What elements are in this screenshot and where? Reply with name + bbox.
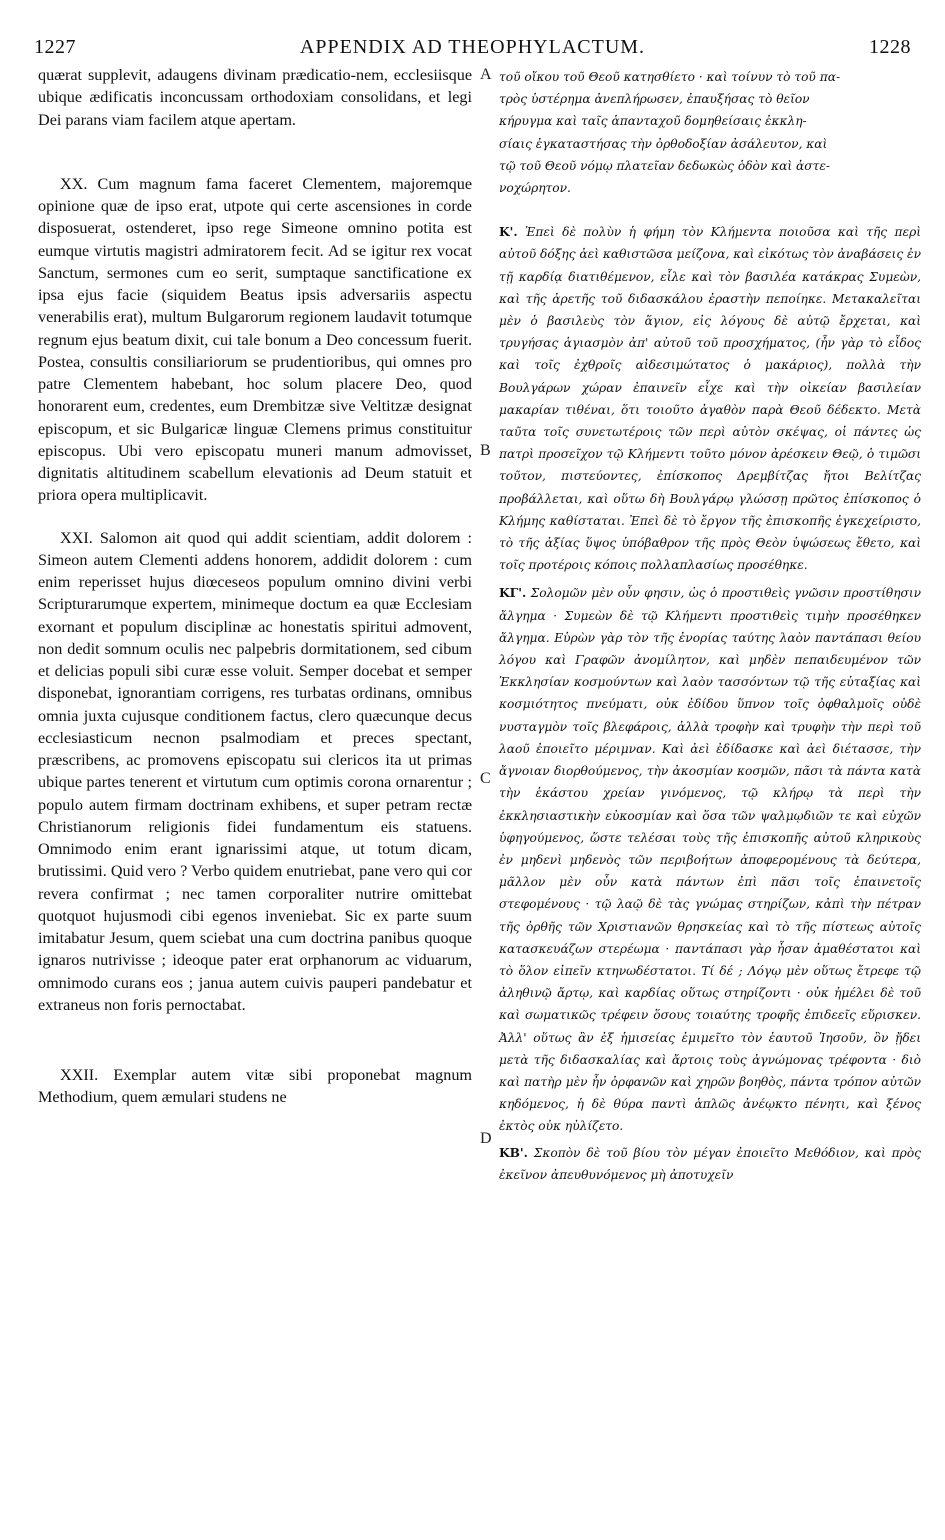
greek-line: τοῦ οἴκου τοῦ Θεοῦ κατησθίετο · καὶ τοίνυν τὸ τοῦ πα- bbox=[499, 70, 841, 84]
latin-section-number: XXI. bbox=[60, 528, 93, 547]
latin-paragraph-20 bbox=[38, 173, 472, 507]
page-number-right: 1228 bbox=[869, 36, 911, 58]
latin-column bbox=[38, 64, 472, 1109]
latin-paragraph-21 bbox=[38, 527, 472, 1017]
greek-line: σίαις ἐγκαταστήσας τὴν ὀρθοδοξίαν ἀσάλευτον, καὶ bbox=[499, 136, 828, 151]
greek-section-text: Ἐπεὶ δὲ πολὺν ἡ φήμη τὸν Κλήμεντα ποιοῦσα καὶ τῆς περὶ αὐτοῦ δόξης ἀεὶ καθιστῶσα μείζονα, καὶ εἰκότως τὸν ἀναβάσεις ἐν τῇ καρδίᾳ διατιθέμενον, εἷλε καὶ τὸν βασιλέα κατάκρας Συμεὼν, καὶ τῆς ἀρετῆς τοῦ διδασκάλου ἐραστὴν πεποίηκε. Μετακαλεῖται μὲν ὁ βασιλεὺς τὸν ἅγιον, εἰς λόγους δὲ αὐτῷ ἔρχεται, καὶ τρυγήσας ἁγιασμὸν ἀπ' αὐτοῦ τοῦ προσχήματος, (ἦν γὰρ τὸ εἶδος καὶ τοῖς ἐχθροῖς αἰδεσιμώτατος ὁ μακάριος), πολλὰ τὴν Βουλγάρων χώραν ἐπαινεῖν εἶχε καὶ τὴν οἰκείαν βασιλείαν μακαρίαν τιθέναι, ὅτι τοιοῦτο ἀγαθὸν παρὰ Θεοῦ δέδεκτο. Μετὰ ταῦτα τοῖς συνετωτέροις τῶν περὶ αὐτὸν σκέψας, οἱ πάντες ὡς πατρὶ προσεῖχον τῷ Κλήμεντι τοῦτο μόνον ἀρέσκειν Θεῷ, ὁ τιμῶσι τοῦτον, πιστεύοντες, ἐπίσκοπος Δρεμβίτζας ἤτοι Βελίτζας προβάλλεται, καὶ οὕτω δὴ Βουλγάρῳ γλώσσῃ πρῶτος ἐπίσκοπος ὁ Κλήμης καθίσταται. Ἐπεὶ δὲ τὸ ἔργον τῆς ἐπισκοπῆς ἐγκεχείριστο, τὸ τῆς ἀξίας ὕψος ὑπόβαθρον τῆς πρὸς Θεὸν ὑψώσεως ἔθετο, καὶ τοῖς προτέροις κόποις πολλαπλασίως προσέθηκε. bbox=[499, 225, 922, 573]
latin-section-text: Exemplar autem vitæ sibi proponebat magnum Methodium, quem æmulari studens ne bbox=[38, 1066, 472, 1107]
greek-section-number: ΚΓ'. bbox=[499, 586, 527, 601]
greek-column bbox=[499, 66, 921, 1186]
latin-section-text: Cum magnum fama faceret Clementem, majoremque opinione quæ de ipso erat, utpote qui certe ascensiones in corde disposuerat, ostenderet, ipso rege Simeone omnino potita est eumque virtutis magistri admiratorem fecit. Ad se igitur rex vocat Sanctum, sermones cum eo serit, sumptaque sanctificatione ex ipsa ejus facie (siquidem Beatus ipsis adversariis aspectu venerabilis erat), multum Bulgarorum regionem laudavit totumque regnum ejus beatum dixit, cui tale bonum a Deo concessum fuerit. Postea, consultis consiliariorum se prudentioribus, qui omnes pro patre Clementem habebant, hoc solum placere Deo, quod honorarent eum, credentes, eum Drembitzæ sive Veltitzæ designat episcopum, et sic Bulgaricæ linguæ Clemens primus constituitur episcopus. Ubi vero episcopatu muneri manum admovisset, dignitatis altitudinem scabellum elevationis ad Deum statuit et priora opera multiplicavit. bbox=[38, 174, 473, 505]
greek-line: κήρυγμα καὶ ταῖς ἁπανταχοῦ δομηθείσαις ἐκκλη- bbox=[499, 114, 807, 129]
greek-paragraph-1 bbox=[499, 66, 921, 199]
page-header bbox=[0, 0, 945, 64]
latin-section-number: XXII. bbox=[60, 1066, 99, 1084]
margin-marker-b: B bbox=[480, 442, 491, 459]
greek-section-number: ΚΒ'. bbox=[499, 1145, 528, 1160]
latin-section-text: Salomon ait quod qui addit scientiam, addit dolorem : Simeon autem Clementi addens honorem, addidit dolorem : cum enim reperisset hujus diœceseos populum omnino divini verbi Scripturarumque expertem, minimeque doctum ea quæ Ecclesiam exornant et populum disciplinæ ac honestatis spiritui admovent, non dedit somnum oculis nec palpebris dormitationem, sed cibum et delicias populi sibi curæ esse voluit. Semper docebat et semper disponebat, ignorantiam corrigens, res turbatas ordinans, omnibus omnia juxta cujusque conditionem factus, clero quæcunque decus ecclesiasticum necnon psalmodiam et preces spectant, præscribens, ac promovens episcopatu sui clericos ita ut primas ubique partes tenerent et virtutum cum optimis corona ornarentur ; populo autem firmam doctrinam exhibens, et super petram rectæ Christianorum religionis fidei fundamentum eis statuens. Omnimodo enim erant ignarissimi atque, ut totum dicam, brutissimi. Quid vero ? Verbo quidem enutriebat, pane vero qui cor revera confirmat ; nec tamen corporaliter nutrire omittebat quotquot hujusmodi cibi egenos inveniebat. Sic ex parte suum imitabatur Jesum, quem sciebat una cum doctrina panibus quoque ignaros nutrivisse ; ideoque pater erat orphanorum ac viduarum, omnimodo curans eos ; janua autem cuivis pauperi pandebatur et extraneus non foris pernoctabat. bbox=[38, 528, 472, 1014]
greek-section-text: Σολομῶν μὲν οὖν φησιν, ὡς ὁ προστιθεὶς γνῶσιν προστίθησιν ἄλγημα · Συμεὼν δὲ τῷ Κλήμεντι προστιθεὶς τιμὴν προσέθηκεν ἄλγημα. Εὑρὼν γὰρ τὸν τῆς ἐνορίας ταύτης λαὸν παντάπασι θείου λόγου καὶ Γραφῶν ἀνομίλητον, καὶ μηδὲν πεπαιδευμένον τῶν Ἐκκλησίαν κοσμούντων καὶ λαὸν τασσόντων τῷ τῆς εὐταξίας καὶ κοσμιότητος πνεύματι, οὐκ ἐδίδου ὕπνον τοῖς ὀφθαλμοῖς οὐδὲ νυσταγμὸν τοῖς βλεφάροις, ἀλλὰ τροφὴν καὶ τρυφὴν τὴν περὶ τοῦ λαοῦ ἐποιεῖτο μέριμναν. Καὶ ἀεὶ ἐδίδασκε καὶ ἀεὶ διέτασσε, τὴν ἄγνοιαν διορθούμενος, τὴν ἀκοσμίαν κοσμῶν, πᾶσι τὰ πάντα κατὰ τὴν ἑκάστου χρείαν γινόμενος, τῷ κλήρῳ τὰ περὶ τὴν ἐκκλησιαστικὴν εὐκοσμίαν καὶ ὅσα τῶν ψαλμῳδιῶν τε καὶ εὐχῶν ὑφηγούμενος, ὥστε τελέσαι τοὺς τῆς ἐπισκοπῆς αὐτοῦ κληρικοὺς ἐν μηδενὶ μηδενὸς τῶν περιβοήτων ἀποφερομένους τὰ δεύτερα, μᾶλλον μὲν οὖν κατὰ πάντων ἐπὶ πᾶσι τοῖς ἐπαινετοῖς στεφομένους · τῷ λαῷ δὲ τὰς γνώμας στηρίζων, κἀπὶ τὴν πέτραν τῆς ὀρθῆς τῶν Χριστιανῶν θρησκείας καὶ τὸ τῆς πίστεως αὐτοῖς κατασκευάζων στερέωμα · παντάπασι γὰρ ἦσαν ἀμαθέστατοι καὶ τὸ ὅλον εἰπεῖν κτηνωδέστατοι. Τί δέ ; Λόγῳ μὲν οὕτως ἔτρεφε τῷ ἀληθινῷ ἄρτῳ, καὶ καρδίας οὕτως στηρίζοντι · οὐκ ἠμέλει δὲ τοῦ καὶ σωματικῶς τρέφειν ὅσους τοιαύτης τροφῆς ἐπιδεεῖς εὕρισκεν. Ἀλλ' οὕτως ἂν ἐξ ἡμισείας ἐμιμεῖτο τὸν ἑαυτοῦ Ἰησοῦν, ὃν ᾔδει μετὰ τῆς διδασκαλίας καὶ ἄρτοις τοὺς ἀγνώμονας τρέφοντα · διὸ καὶ πατὴρ μὲν ἦν ὀρφανῶν καὶ χηρῶν βοηθὸς, πάντα τρόπον αὐτῶν κηδόμενος, ἡ δὲ θύρα παντὶ ἁπλῶς ἀνέῳκτο πένητι, καὶ ξένος ἐκτὸς οὐκ ηὐλίζετο. bbox=[499, 586, 922, 1134]
latin-section-number: XX. bbox=[60, 174, 88, 193]
greek-paragraph-21 bbox=[499, 582, 921, 1137]
latin-paragraph-1: quærat supplevit, adaugens divinam prædicatio-nem, ecclesiisque ubique ædificatis inconcussam orthodoxiam consolidans, et legi Dei parans viam facilem atque apertam. bbox=[38, 66, 472, 129]
greek-line: τρὸς ὑστέρημα ἀνεπλήρωσεν, ἐπαυξήσας τὸ θεῖον bbox=[499, 92, 810, 107]
greek-line: νοχώρητον. bbox=[499, 181, 571, 196]
greek-line: τῷ τοῦ Θεοῦ νόμῳ πλατεῖαν δεδωκὼς ὁδὸν καὶ ἀστε- bbox=[499, 158, 830, 173]
greek-paragraph-22 bbox=[499, 1142, 921, 1186]
latin-paragraph-22 bbox=[38, 1064, 472, 1109]
margin-marker-c: C bbox=[480, 770, 491, 787]
greek-paragraph-20 bbox=[499, 221, 921, 576]
running-title: APPENDIX AD THEOPHYLACTUM. bbox=[299, 36, 646, 58]
greek-section-number: Κ'. bbox=[499, 225, 518, 240]
margin-marker-a: A bbox=[480, 66, 492, 83]
greek-section-text: Σκοπὸν δὲ τοῦ βίου τὸν μέγαν ἐποιεῖτο Μεθόδιον, καὶ πρὸς ἐκεῖνον ἀπευθυνόμενος μὴ ἀποτυχεῖν bbox=[499, 1145, 922, 1182]
page-number-left: 1227 bbox=[34, 36, 76, 58]
margin-marker-d: D bbox=[480, 1130, 492, 1147]
